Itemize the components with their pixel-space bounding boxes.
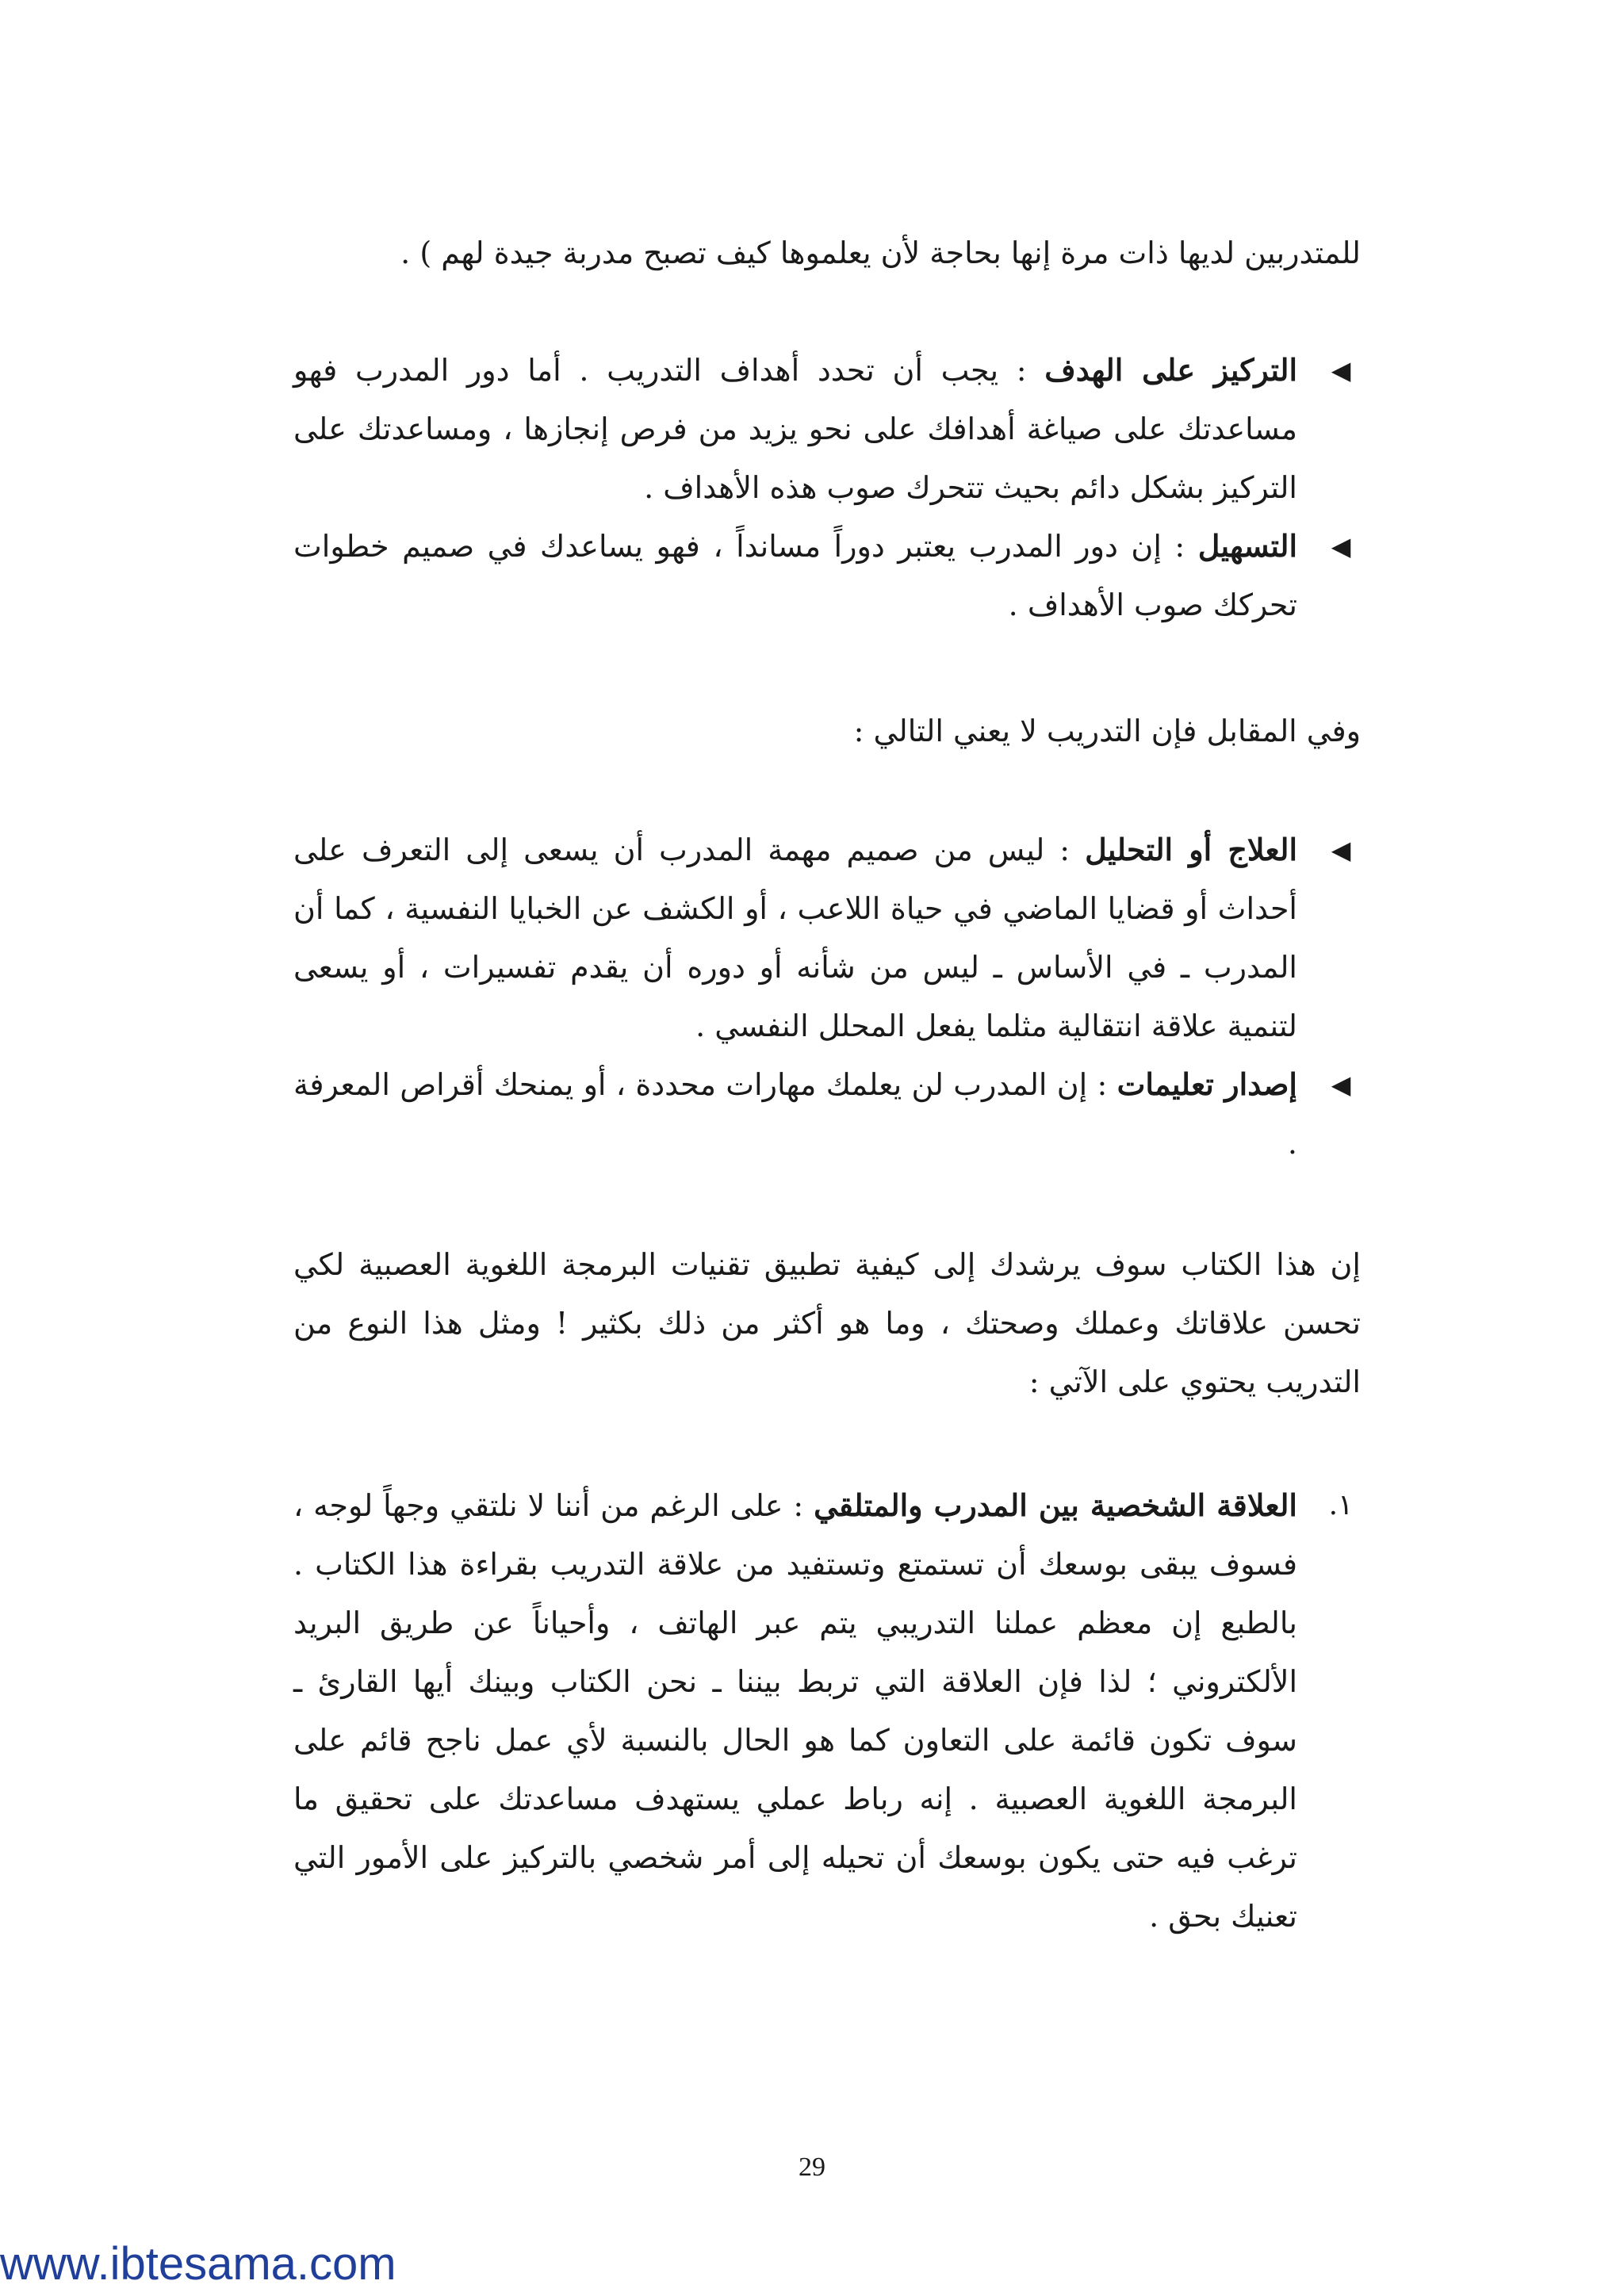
triangle-bullet-icon: ◀: [1331, 835, 1351, 865]
bullet-term: التركيز على الهدف: [1044, 352, 1298, 388]
bullet-text: : ليس من صميم مهمة المدرب أن يسعى إلى التعرف على أحداث أو قضايا الماضي في حياة اللاعب ، أو الكشف عن الخبايا النفسية ، كما أن المدرب ـ في الأساس ـ ليس من شأنه أو دوره أن يقدم تفسيرات ، أو يسعى لتنمية علاقة انتقالية مثلما يفعل المحلل النفسي .: [293, 832, 1297, 1043]
bullet-term: التسهيل: [1197, 528, 1297, 564]
bullet-item-instructions: [293, 1055, 1361, 1173]
paragraph-text: إن هذا الكتاب سوف يرشدك إلى كيفية تطبيق تقنيات البرمجة اللغوية العصبية لكي تحسن علاقاتك وعملك وصحتك ، وما هو أكثر من ذلك بكثير ! ومثل هذا النوع من التدريب يحتوي على الآتي :: [293, 1247, 1361, 1399]
numbered-term: العلاقة الشخصية بين المدرب والمتلقي: [814, 1487, 1297, 1523]
triangle-bullet-icon: ◀: [1331, 531, 1351, 561]
page-number: 29: [799, 2152, 825, 2182]
bullet-term: العلاج أو التحليل: [1085, 832, 1297, 867]
paragraph-continuation: [293, 224, 1361, 282]
list-number: ١.: [1328, 1489, 1354, 1521]
paragraph-text: للمتدربين لديها ذات مرة إنها بحاجة لأن يعلموها كيف تصبح مدربة جيدة لهم ) .: [400, 235, 1361, 270]
bullet-text: : يجب أن تحدد أهداف التدريب . أما دور المدرب فهو مساعدتك على صياغة أهدافك على نحو يزيد من فرص إنجازها ، ومساعدتك على التركيز بشكل دائم بحيث تتحرك صوب هذه الأهداف .: [293, 353, 1297, 505]
paragraph-text: وفي المقابل فإن التدريب لا يعني التالي :: [853, 714, 1361, 748]
numbered-item-relationship: [293, 1476, 1361, 1946]
triangle-bullet-icon: ◀: [1331, 1070, 1351, 1100]
bullet-item-facilitation: [293, 517, 1361, 634]
bullet-item-therapy: [293, 821, 1361, 1055]
bullet-item-goal-focus: [293, 341, 1361, 517]
watermark-url: www.ibtesama.com: [0, 2238, 396, 2290]
paragraph-intro-not: [293, 702, 1361, 760]
numbered-text: : على الرغم من أننا لا نلتقي وجهاً لوجه ، فسوف يبقى بوسعك أن تستمتع وتستفيد من علاقة التدريب بقراءة هذا الكتاب . بالطبع إن معظم عملنا التدريبي يتم عبر الهاتف ، وأحياناً عن طريق البريد الألكتروني ؛ لذا فإن العلاقة التي تربط بيننا ـ نحن الكتاب وبينك أيها القارئ ـ سوف تكون قائمة على التعاون كما هو الحال بالنسبة لأي عمل ناجح قائم على البرمجة اللغوية العصبية . إنه رباط عملي يستهدف مساعدتك على تحقيق ما ترغب فيه حتى يكون بوسعك أن تحيله إلى أمر شخصي بالتركيز على الأمور التي تعنيك بحق .: [293, 1488, 1297, 1934]
bullet-term: إصدار تعليمات: [1116, 1066, 1297, 1102]
bullet-text: : إن المدرب لن يعلمك مهارات محددة ، أو يمنحك أقراص المعرفة .: [293, 1067, 1297, 1161]
triangle-bullet-icon: ◀: [1331, 355, 1351, 385]
bullet-text: : إن دور المدرب يعتبر دوراً مسانداً ، فهو يساعدك في صميم خطوات تحركك صوب الأهداف .: [293, 529, 1297, 622]
paragraph-book-purpose: [293, 1235, 1361, 1411]
